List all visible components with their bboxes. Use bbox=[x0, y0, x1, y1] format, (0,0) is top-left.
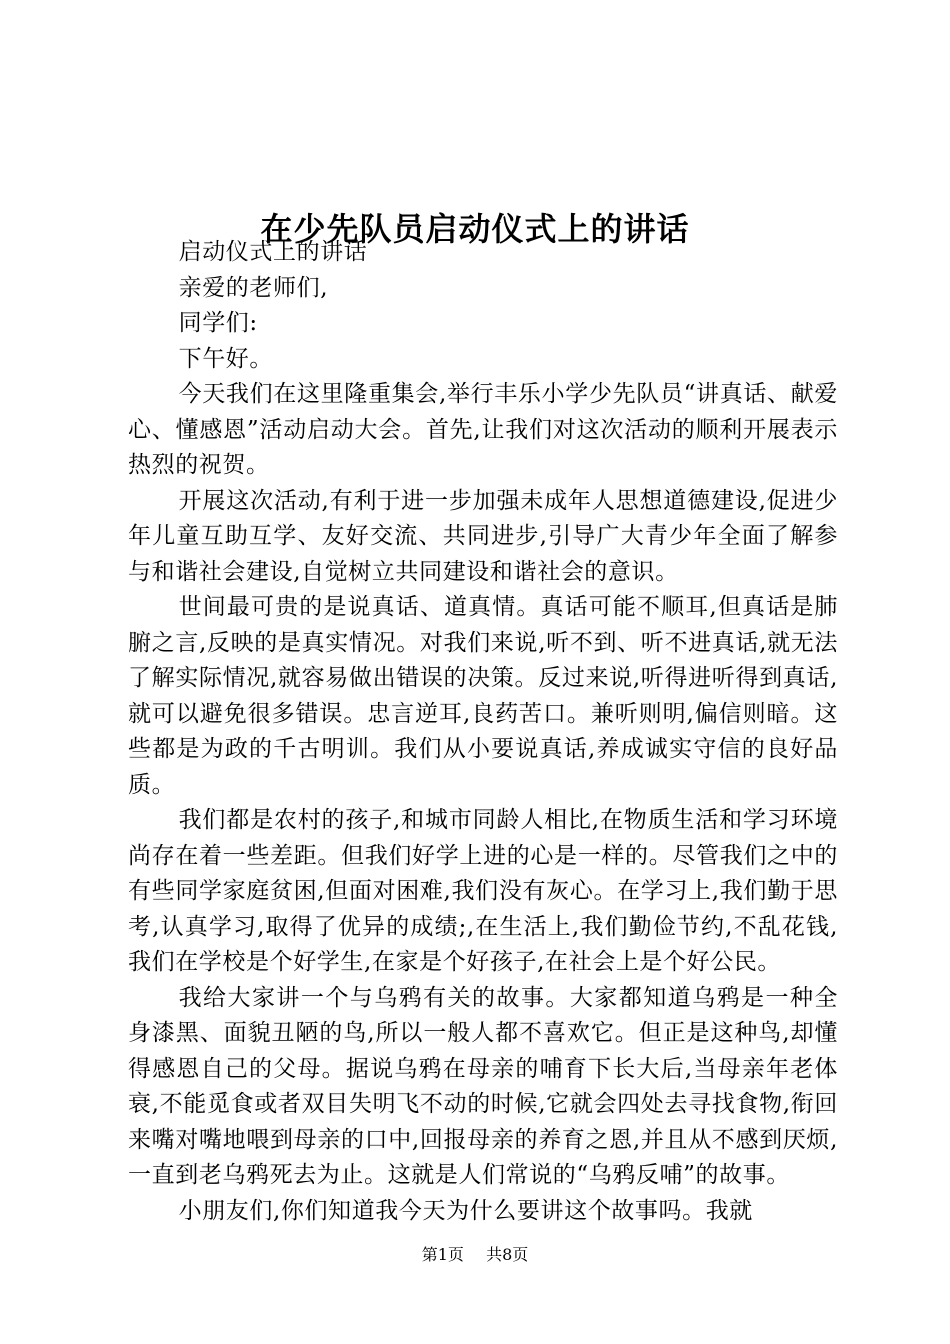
paragraph-truth: 世间最可贵的是说真话、道真情。真话可能不顺耳,但真话是肺腑之言,反映的是真实情况。对我们来说,听不到、听不进真话,就无法了解实际情况,就容易做出错误的决策。反过来说,听得进听得到真话,就可以避免很多错误。忠言逆耳,良药苦口。兼听则明,偏信则暗。这些都是为政的千古明训。我们从小要说真话,养成诚实守信的良好品质。 bbox=[128, 594, 838, 798]
paragraph-purpose: 开展这次活动,有利于进一步加强未成年人思想道德建设,促进少年儿童互助互学、友好交流、共同进步,引导广大青少年全面了解参与和谐社会建设,自觉树立共同建设和谐社会的意识。 bbox=[128, 487, 838, 585]
paragraph-greeting-students: 同学们: bbox=[178, 310, 258, 336]
page-number: 第1页 bbox=[421, 1245, 464, 1264]
document-title: 在少先队员启动仪式上的讲话 bbox=[260, 210, 690, 249]
page-total: 共8页 bbox=[486, 1245, 529, 1264]
paragraph-crow-story: 我给大家讲一个与乌鸦有关的故事。大家都知道乌鸦是一种全身漆黑、面貌丑陋的鸟,所以一般人都不喜欢它。但正是这种鸟,却懂得感恩自己的父母。据说乌鸦在母亲的哺育下长大后,当母亲年老体衰,不能觅食或者双目失明飞不动的时候,它就会四处去寻找食物,衔回来嘴对嘴地喂到母亲的口中,回报母亲的养育之恩,并且从不感到厌烦,一直到老乌鸦死去为止。这就是人们常说的“乌鸦反哺”的故事。 bbox=[128, 984, 838, 1188]
paragraph-heading: 启动仪式上的讲话 bbox=[178, 239, 368, 265]
document-body bbox=[128, 235, 838, 1229]
paragraph-opening: 今天我们在这里隆重集会,举行丰乐小学少先队员“讲真话、献爱心、懂感恩”活动启动大会。首先,让我们对这次活动的顺利开展表示热烈的祝贺。 bbox=[128, 381, 838, 478]
paragraph-greeting-teachers: 亲爱的老师们, bbox=[178, 274, 329, 301]
paragraph-rural-children: 我们都是农村的孩子,和城市同龄人相比,在物质生活和学习环境尚存在着一些差距。但我们好学上进的心是一样的。尽管我们之中的有些同学家庭贫困,但面对困难,我们没有灰心。在学习上,我们勤于思考,认真学习,取得了优异的成绩;,在生活上,我们勤俭节约,不乱花钱,我们在学校是个好学生,在家是个好孩子,在社会上是个好公民。 bbox=[128, 807, 838, 975]
page-footer bbox=[0, 1244, 950, 1266]
paragraph-closing-partial: 小朋友们,你们知道我今天为什么要讲这个故事吗。我就 bbox=[178, 1197, 753, 1224]
paragraph-good-afternoon: 下午好。 bbox=[178, 345, 273, 372]
